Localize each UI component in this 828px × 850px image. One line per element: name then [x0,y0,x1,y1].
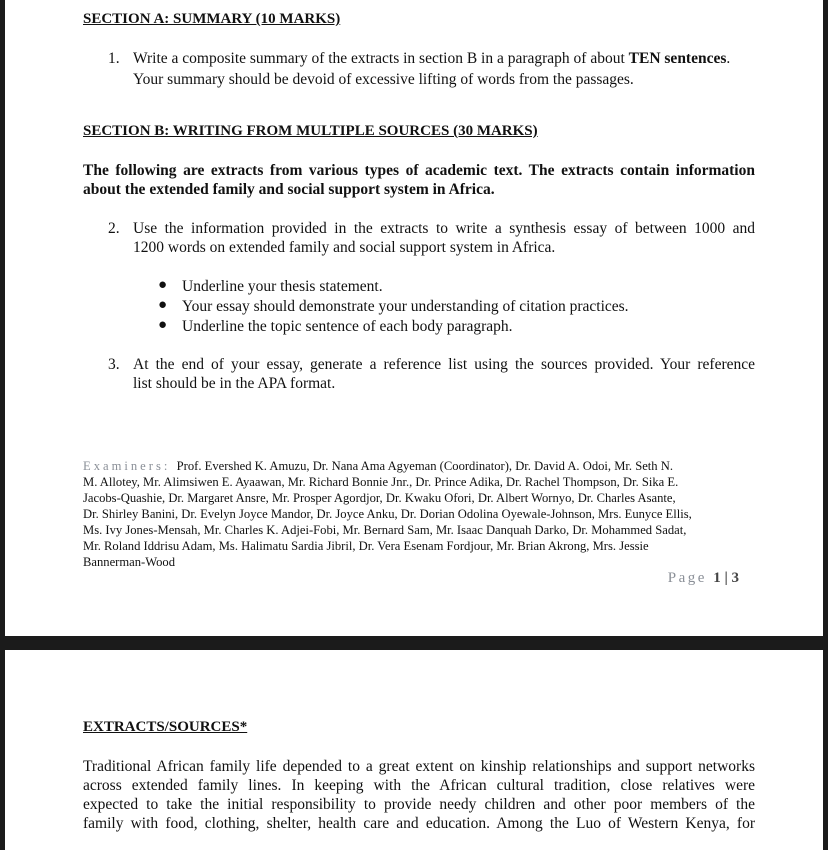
examiners-line: Examiners: Prof. Evershed K. Amuzu, Dr. Nana Ama Agyeman (Coordinator), Dr. David A. Odoi, Mr. Seth N. [83,459,673,473]
examiners-label: Examiners: [83,459,171,473]
intro-line: The following are extracts from various types of academic text. The extracts contain information [83,162,755,179]
question-number: 1. [108,50,120,67]
examiners-line: Ms. Ivy Jones-Mensah, Mr. Charles K. Adjei-Fobi, Mr. Bernard Sam, Mr. Isaac Danquah Darko, Dr. Mohammed Sadat, [83,523,687,537]
question-3-line: list should be in the APA format. [133,375,336,392]
examiners-line: Bannerman-Wood [83,555,176,569]
examiners-line: Mr. Roland Iddrisu Adam, Ms. Halimatu Sardia Jibril, Dr. Vera Esenam Fordjour, Mr. Brian Akrong, Mrs. Jessie [83,539,649,553]
question-number: 2. [108,220,120,237]
document-page-1 [5,0,823,636]
bullet-item: Underline your thesis statement. [182,278,383,295]
question-2-line: Use the information provided in the extracts to write a synthesis essay of between 1000 and [133,220,755,237]
bullet-icon: ● [158,317,168,333]
section-a-heading: SECTION A: SUMMARY (10 MARKS) [83,11,341,27]
question-1-line: Write a composite summary of the extracts in section B in a paragraph of about TEN sentences. [133,50,731,67]
examiners-line: Dr. Shirley Banini, Dr. Evelyn Joyce Mandor, Dr. Joyce Anku, Dr. Dorian Odolina Oyewale-Johnson, Mrs. Eunyce Ellis, [83,507,692,521]
question-number: 3. [108,356,120,373]
bullet-item: Underline the topic sentence of each body paragraph. [182,318,513,335]
question-2-line: 1200 words on extended family and social support system in Africa. [133,239,556,256]
bullet-item: Your essay should demonstrate your understanding of citation practices. [182,298,629,315]
question-1-line: Your summary should be devoid of excessive lifting of words from the passages. [133,71,634,88]
section-b-heading: SECTION B: WRITING FROM MULTIPLE SOURCES (30 MARKS) [83,123,538,139]
examiners-line: Jacobs-Quashie, Dr. Margaret Ansre, Mr. Prosper Agordjor, Dr. Kwaku Ofori, Dr. Albert Wornyo, Dr. Charles Asante, [83,491,676,505]
question-3-line: At the end of your essay, generate a reference list using the sources provided. Your reference [133,356,755,373]
extract-line: across extended family lines. In keeping with the African cultural tradition, close relatives were [83,777,755,794]
extract-line: family with food, clothing, shelter, health care and education. Among the Luo of Western Kenya, for [83,815,755,832]
page-number: Page 1 | 3 [667,570,739,586]
examiners-line: M. Allotey, Mr. Alimsiwen E. Ayaawan, Mr. Richard Bonnie Jnr., Dr. Prince Adika, Dr. Rachel Thompson, Dr. Sika E. [83,475,679,489]
bullet-icon: ● [158,297,168,313]
extract-line: expected to take the initial responsibility to provide needy children and other poor members of the [83,796,755,813]
extract-line: Traditional African family life depended to a great extent on kinship relationships and support networks [83,758,755,775]
extracts-heading: EXTRACTS/SOURCES* [83,719,248,735]
bullet-icon: ● [158,277,168,293]
intro-line: about the extended family and social support system in Africa. [83,181,495,198]
document-page-2 [5,650,823,850]
